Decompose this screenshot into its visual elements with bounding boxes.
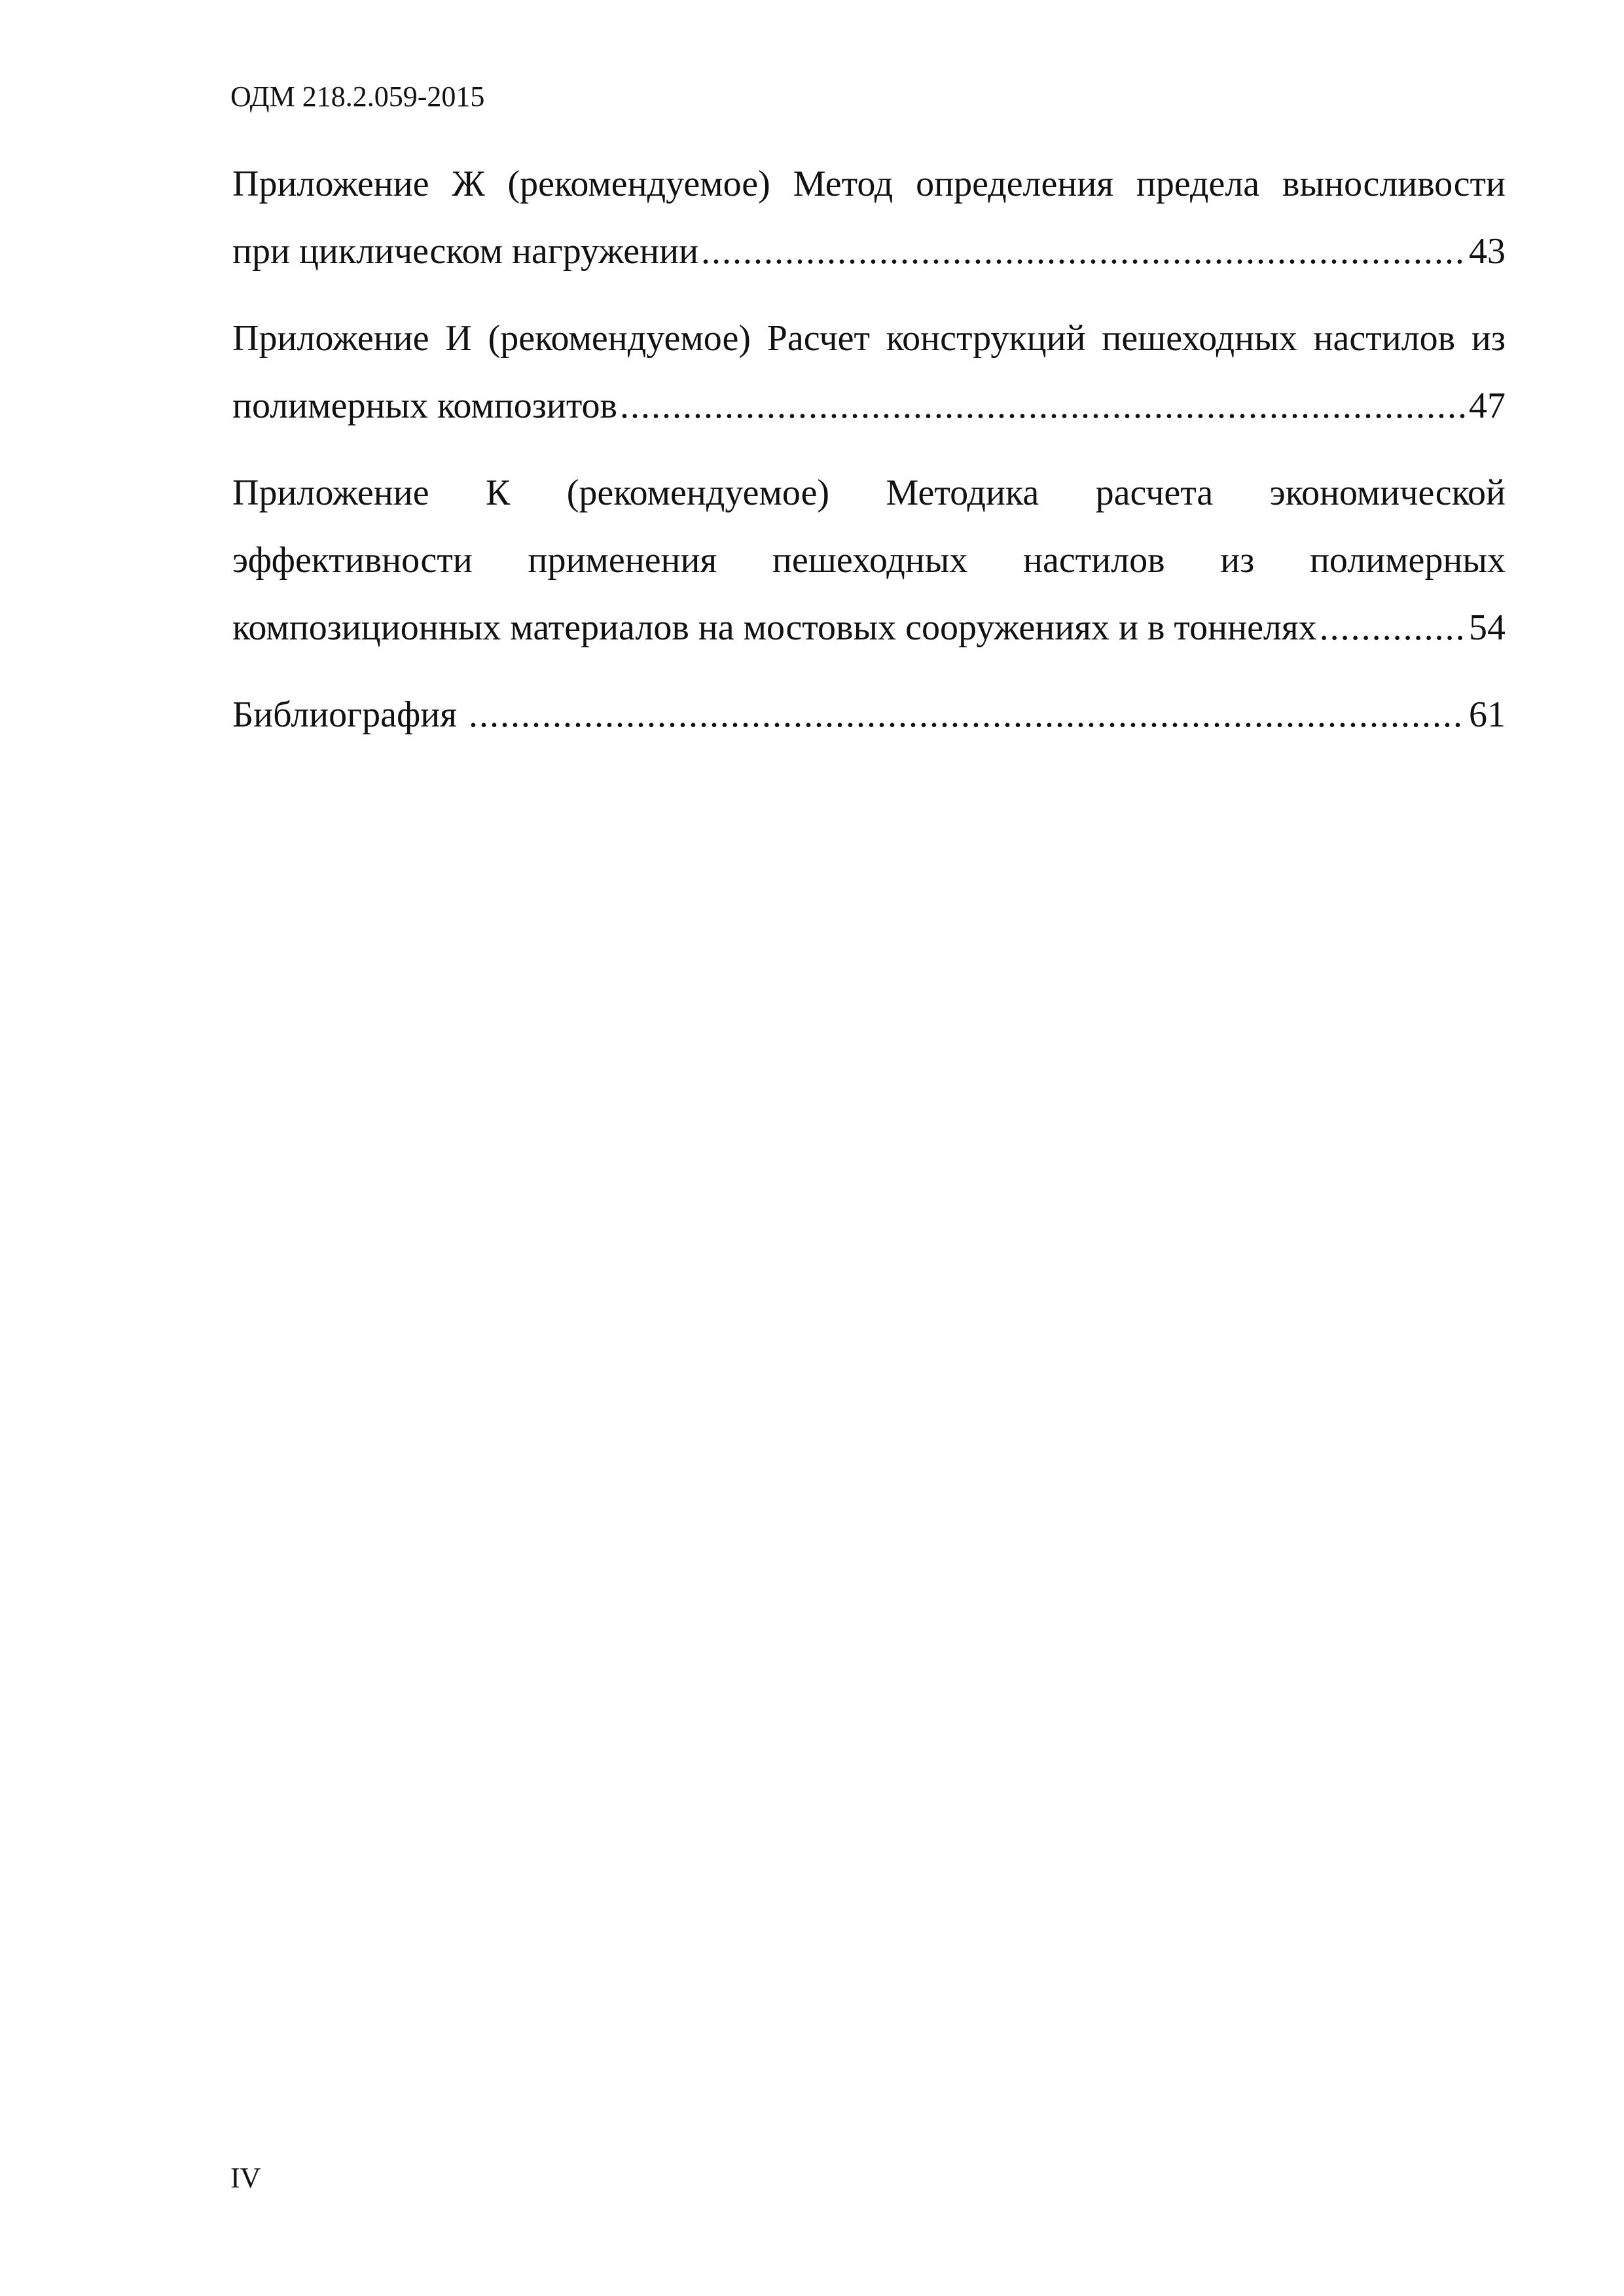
dot-leader [701,218,1465,285]
toc-page-number: 61 [1469,694,1506,735]
table-of-contents [232,151,1506,768]
dot-leader [1320,594,1465,662]
dot-leader [620,372,1465,440]
page-number: IV [230,2162,261,2194]
toc-entry-title-line: Приложение И (рекомендуемое) Расчет конструкций пешеходных настилов из [232,318,1506,359]
toc-entry-title-end: полимерных композитов [232,386,617,426]
toc-entry-title-line: Приложение К (рекомендуемое) Методика расчета экономической [232,473,1506,513]
dot-leader [469,681,1465,749]
toc-page-number: 54 [1469,607,1506,648]
toc-entry-title-line: Приложение Ж (рекомендуемое) Метод определения предела выносливости [232,164,1506,204]
toc-entry-appendix-i[interactable] [232,305,1506,440]
toc-entry-title-end: при циклическом нагружении [232,231,699,272]
document-code: ОДМ 218.2.059-2015 [230,81,485,113]
toc-entry-bibliography[interactable] [232,681,1506,749]
toc-entry-appendix-zh[interactable] [232,151,1506,285]
toc-entry-last-line [232,594,1506,662]
toc-entry-last-line [232,681,1506,749]
toc-entry-appendix-k[interactable] [232,459,1506,662]
toc-entry-last-line [232,372,1506,440]
toc-entry-title-end: композиционных материалов на мостовых сооружениях и в тоннелях [232,607,1317,648]
toc-page-number: 43 [1469,231,1506,272]
toc-page-number: 47 [1469,386,1506,426]
toc-entry-last-line [232,218,1506,285]
toc-entry-title-line: эффективности применения пешеходных настилов из полимерных [232,540,1506,581]
toc-entry-title-end: Библиография [232,694,466,735]
